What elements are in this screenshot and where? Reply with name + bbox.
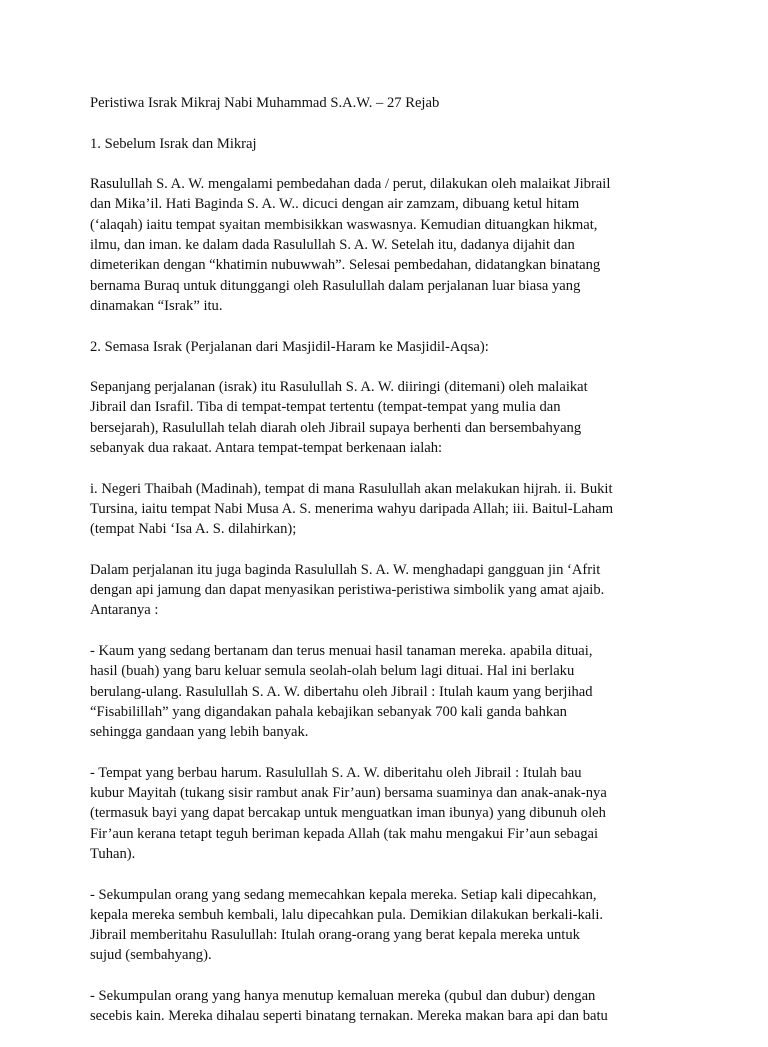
text-line: sebanyak dua rakaat. Antara tempat-tempat berkenaan ialah:: [90, 440, 443, 457]
paragraph-4: [90, 560, 690, 621]
section-heading-2: [90, 337, 690, 357]
text-line: Rasulullah S. A. W. mengalami pembedahan dada / perut, dilakukan oleh malaikat Jibrail: [90, 176, 611, 193]
section-heading-1: [90, 134, 690, 154]
document-title: [90, 93, 690, 113]
text-line: 2. Semasa Israk (Perjalanan dari Masjidil-Haram ke Masjidil-Aqsa):: [90, 338, 489, 355]
text-line: Jibrail memberitahu Rasulullah: Itulah orang-orang yang berat kepala mereka untuk: [90, 927, 580, 944]
text-line: dinamakan “Israk” itu.: [90, 297, 223, 314]
paragraph-8: [90, 986, 690, 1027]
paragraph-1: [90, 174, 690, 316]
text-line: bernama Buraq untuk ditunggangi oleh Rasulullah dalam perjalanan luar biasa yang: [90, 277, 581, 294]
text-line: sehingga gandaan yang lebih banyak.: [90, 724, 309, 741]
text-line: berulang-ulang. Rasulullah S. A. W. dibertahu oleh Jibrail : Itulah kaum yang berjihad: [90, 683, 593, 700]
paragraph-3: [90, 479, 690, 540]
text-line: Fir’aun kerana tetapt teguh beriman kepada Allah (tak mahu mengakui Fir’aun sebagai: [90, 825, 599, 842]
text-line: Tursina, iaitu tempat Nabi Musa A. S. menerima wahyu daripada Allah; iii. Baitul-Laham: [90, 500, 614, 517]
text-line: - Sekumpulan orang yang sedang memecahkan kepala mereka. Setiap kali dipecahkan,: [90, 886, 597, 903]
paragraph-5: [90, 641, 690, 742]
paragraph-6: [90, 763, 690, 864]
text-line: 1. Sebelum Israk dan Mikraj: [90, 135, 257, 152]
text-line: - Sekumpulan orang yang hanya menutup kemaluan mereka (qubul dan dubur) dengan: [90, 988, 596, 1005]
text-line: Tuhan).: [90, 845, 136, 862]
text-line: sujud (sembahyang).: [90, 947, 212, 964]
text-line: bersejarah), Rasulullah telah diarah oleh Jibrail supaya berhenti dan bersembahyang: [90, 419, 582, 436]
text-line: dimeterikan dengan “khatimin nubuwwah”. Selesai pembedahan, didatangkan binatang: [90, 257, 601, 274]
text-line: Dalam perjalanan itu juga baginda Rasulullah S. A. W. menghadapi gangguan jin ‘Afrit: [90, 561, 601, 578]
text-line: i. Negeri Thaibah (Madinah), tempat di mana Rasulullah akan melakukan hijrah. ii. Bukit: [90, 480, 613, 497]
text-line: - Kaum yang sedang bertanam dan terus menuai hasil tanaman mereka. apabila dituai,: [90, 643, 593, 660]
text-line: ilmu, dan iman. ke dalam dada Rasulullah S. A. W. Setelah itu, dadanya dijahit dan: [90, 237, 575, 254]
text-line: kepala mereka sembuh kembali, lalu dipecahkan pula. Demikian dilakukan berkali-kali.: [90, 906, 604, 923]
text-line: Antaranya :: [90, 602, 159, 619]
text-line: (termasuk bayi yang dapat bercakap untuk menguatkan iman ibunya) yang dibunuh oleh: [90, 805, 606, 822]
text-line: - Tempat yang berbau harum. Rasulullah S. A. W. diberitahu oleh Jibrail : Itulah bau: [90, 764, 582, 781]
title-text: Peristiwa Israk Mikraj Nabi Muhammad S.A.W. – 27 Rejab: [90, 95, 440, 111]
text-line: secebis kain. Mereka dihalau seperti binatang ternakan. Mereka makan bara api dan batu: [90, 1008, 608, 1025]
text-line: kubur Mayitah (tukang sisir rambut anak Fir’aun) bersama suaminya dan anak-anak-nya: [90, 785, 607, 802]
paragraph-2: [90, 377, 690, 458]
text-line: (‘alaqah) iaitu tempat syaitan membisikkan waswasnya. Kemudian dituangkan hikmat,: [90, 216, 598, 233]
text-line: “Fisabilillah” yang digandakan pahala kebajikan sebanyak 700 kali ganda bahkan: [90, 703, 567, 720]
paragraph-7: [90, 885, 690, 966]
text-line: Jibrail dan Israfil. Tiba di tempat-tempat tertentu (tempat-tempat yang mulia dan: [90, 399, 561, 416]
text-line: hasil (buah) yang baru keluar semula seolah-olah belum lagi dituai. Hal ini berlaku: [90, 663, 575, 680]
text-line: dengan api jamung dan dapat menyasikan peristiwa-peristiwa simbolik yang amat ajaib.: [90, 582, 605, 599]
document-page: [90, 93, 690, 1047]
text-line: Sepanjang perjalanan (israk) itu Rasulullah S. A. W. diiringi (ditemani) oleh malaikat: [90, 379, 588, 396]
text-line: (tempat Nabi ‘Isa A. S. dilahirkan);: [90, 521, 297, 538]
text-line: dan Mika’il. Hati Baginda S. A. W.. dicuci dengan air zamzam, dibuang ketul hitam: [90, 196, 580, 213]
